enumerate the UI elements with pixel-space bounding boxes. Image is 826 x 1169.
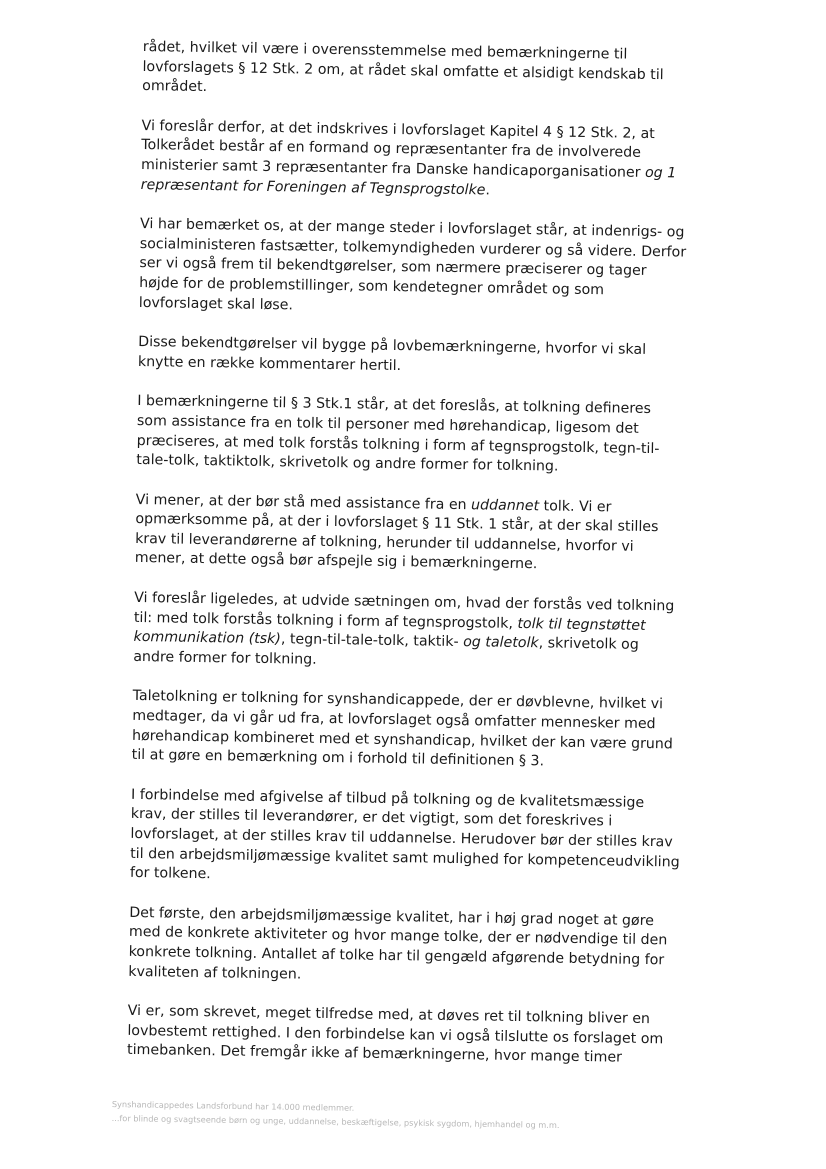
text-run: konkrete tolkning. Antallet af tolke har til gengæld afgørende betydning for bbox=[128, 943, 665, 969]
text-run: lovforslaget skal løse. bbox=[138, 294, 294, 313]
text-run: krav til leverandørerne af tolkning, herunder til uddannelse, hvorfor vi bbox=[135, 530, 634, 555]
text-run: som assistance fra en tolk til personer med hørehandicap, ligesom det bbox=[136, 412, 639, 437]
text-run: medtager, da vi går ud fra, at lovforslaget også omfatter mennesker med bbox=[132, 707, 656, 733]
text-run: I bemærkningerne til § 3 Stk.1 står, at det foreslås, at tolkning defineres bbox=[137, 393, 652, 418]
text-run: , skrivetolk og bbox=[538, 635, 639, 654]
text-run: højde for de problemstillinger, som kendetegner området og som bbox=[139, 274, 605, 299]
text-run: præciseres, at med tolk forstås tolkning i form af tegnsprogstolk, tegn-til- bbox=[136, 432, 660, 457]
text-run: området. bbox=[142, 78, 208, 96]
text-run: tolk. Vi er bbox=[538, 497, 612, 516]
text-run: opmærksomme på, at der i lovforslaget § 11 Stk. 1 står, at der skal stilles bbox=[135, 511, 659, 536]
text-run: ministerier samt 3 repræsentanter fra Danske handicaporganisationer bbox=[140, 156, 646, 181]
text-run: I forbindelse med afgivelse af tilbud på tolkning og de kvalitetsmæssige bbox=[130, 786, 645, 811]
text-run: til at gøre en bemærkning om i forhold til definitionen § 3. bbox=[131, 747, 545, 770]
text-run: ser vi også frem til bekendtgørelser, som nærmere præciserer og tager bbox=[139, 255, 647, 280]
italic-text: uddannet bbox=[471, 496, 540, 514]
footer-line-1: Synshandicappedes Landsforbund har 14.000 medlemmer. bbox=[111, 1098, 355, 1113]
text-run: krav, der stilles til leverandører, er det vigtigt, som det foreskrives i bbox=[130, 806, 613, 830]
footer-line-2: ...for blinde og svagtseende børn og unge, uddannelse, beskæftigelse, psykisk sygdom, hjemhandel og m.m. bbox=[111, 1112, 560, 1131]
text-run: lovforslaget, at der stilles krav til uddannelse. Herudover bør der stilles krav bbox=[130, 825, 673, 851]
text-run: lovforslagets § 12 Stk. 2 om, at rådet skal omfatte et alsidigt kendskab til bbox=[142, 58, 664, 83]
paragraph bbox=[131, 687, 673, 774]
text-run: tale-tolk, taktiktolk, skrivetolk og andre former for tolkning. bbox=[136, 452, 559, 475]
paragraph bbox=[135, 491, 666, 578]
text-run: lovbestemt rettighed. I den forbindelse kan vi også tilslutte os forslaget om bbox=[127, 1022, 664, 1048]
text-run: kvaliteten af tolkningen. bbox=[128, 963, 302, 983]
text-run: til: med tolk forstås tolkning i form af tegnsprogstolk, bbox=[133, 609, 518, 632]
text-run: for tolkene. bbox=[129, 865, 211, 883]
text-run: socialministeren fastsætter, tolkemyndigheden vurderer og så videre. Derfor bbox=[139, 235, 687, 261]
text-run: Disse bekendtgørelser vil bygge på lovbemærkningerne, hvorfor vi skal bbox=[138, 334, 647, 359]
italic-text: og 1 bbox=[644, 164, 677, 182]
text-run: , tegn-til-tale-tolk, taktik- bbox=[280, 631, 464, 651]
page-footer bbox=[112, 1097, 582, 1132]
text-run: andre former for tolkning. bbox=[133, 648, 317, 668]
text-run: Vi har bemærket os, at der mange steder i lovforslaget står, at indenrigs- og bbox=[139, 216, 685, 241]
text-run: knytte en række kommentarer hertil. bbox=[137, 353, 402, 374]
text-run: . bbox=[485, 181, 491, 199]
text-run: Tolkerådet består af en formand og repræsentanter fra de involverede bbox=[141, 137, 642, 162]
paragraph bbox=[133, 589, 675, 676]
paragraph bbox=[138, 333, 669, 381]
paragraph bbox=[140, 117, 677, 204]
paragraph bbox=[129, 786, 680, 892]
text-run: Vi er, som skrevet, meget tilfredse med, at døves ret til tolkning bliver en bbox=[127, 1003, 651, 1028]
paragraph bbox=[128, 904, 668, 991]
text-run: Taletolkning er tolkning for synshandicappede, der er døvblevne, hvilket vi bbox=[132, 688, 664, 713]
paragraph bbox=[142, 38, 673, 105]
document-body bbox=[126, 38, 687, 1089]
text-run: Vi mener, at der bør stå med assistance fra en bbox=[135, 491, 472, 513]
text-run: Vi foreslår derfor, at det indskrives i lovforslaget Kapitel 4 § 12 Stk. 2, at bbox=[141, 117, 655, 142]
paragraph bbox=[126, 1002, 664, 1069]
paragraph bbox=[138, 215, 687, 321]
text-run: hørehandicap kombineret med et synshandicap, hvilket der kan være grund bbox=[131, 727, 673, 753]
text-run: rådet, hvilket vil være i overensstemmelse med bemærkningerne til bbox=[142, 38, 628, 63]
italic-text: kommunikation (tsk) bbox=[133, 629, 282, 648]
italic-text: repræsentant for Foreningen af Tegnsprogstolke bbox=[140, 176, 486, 198]
text-run: med de konkrete aktiviteter og hvor mange tolke, der er nødvendige til den bbox=[128, 924, 668, 949]
text-run: til den arbejdsmiljømæssige kvalitet samt mulighed for kompetenceudvikling bbox=[130, 845, 680, 871]
paragraph bbox=[136, 392, 667, 479]
italic-text: tolk til tegnstøttet bbox=[517, 615, 646, 634]
text-run: Det første, den arbejdsmiljømæssige kvalitet, har i høj grad noget at gøre bbox=[129, 904, 655, 929]
text-run: timebanken. Det fremgår ikke af bemærkningerne, hvor mange timer bbox=[126, 1042, 623, 1066]
text-run: Vi foreslår ligeledes, at udvide sætningen om, hvad der forstås ved tolkning bbox=[134, 589, 675, 615]
text-run: mener, at dette også bør afspejle sig i bemærkningerne. bbox=[134, 550, 538, 573]
italic-text: og taletolk bbox=[463, 634, 539, 652]
